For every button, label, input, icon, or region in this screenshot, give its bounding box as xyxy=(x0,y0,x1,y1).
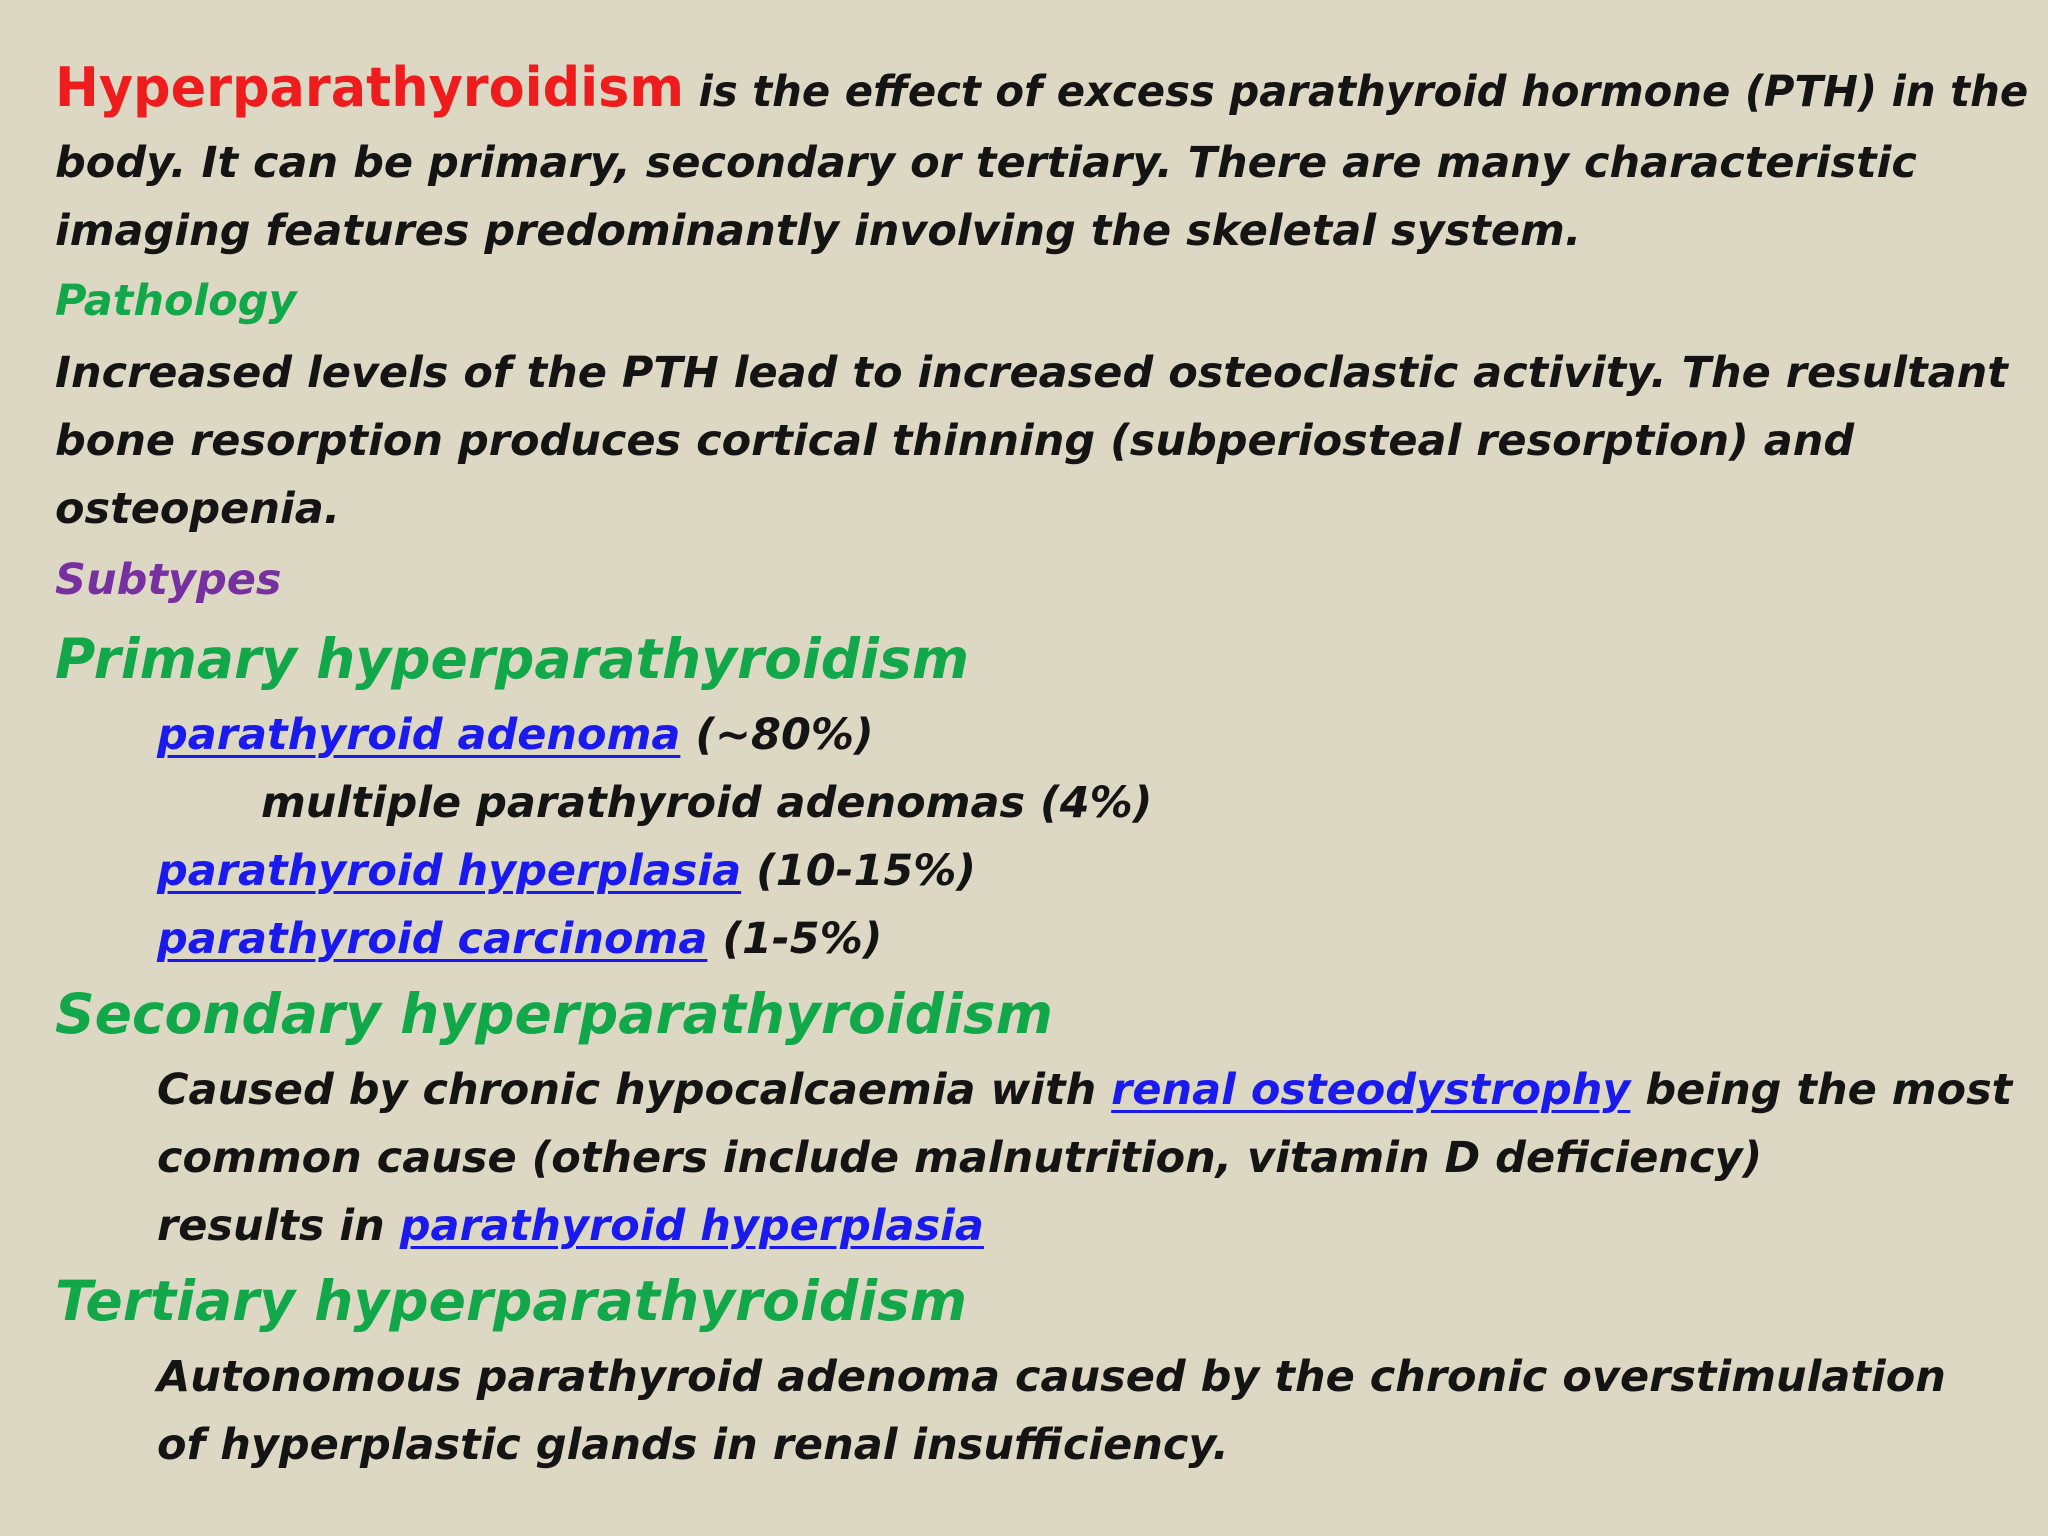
secondary-heading: Secondary hyperparathyroidism xyxy=(55,982,1053,1046)
secondary-line-1 xyxy=(157,1056,2012,1124)
secondary-line-2: common cause (others include malnutrition, vitamin D deficiency) xyxy=(157,1133,1763,1183)
secondary-line-3-pre: results in xyxy=(157,1201,385,1251)
intro-line-3: imaging features predominantly involving the skeletal system. xyxy=(55,206,1582,256)
secondary-line-1-post: being the most xyxy=(1645,1065,2013,1115)
primary-subitem-multiple-adenomas: multiple parathyroid adenomas (4%) xyxy=(261,778,1153,828)
primary-item-hyperplasia xyxy=(157,837,976,905)
tertiary-line-1: Autonomous parathyroid adenoma caused by the chronic overstimulation xyxy=(157,1352,1946,1402)
secondary-line-3 xyxy=(157,1192,984,1260)
tertiary-heading: Tertiary hyperparathyroidism xyxy=(55,1269,968,1333)
intro-term: Hyperparathyroidism xyxy=(55,56,684,119)
intro-line-2: body. It can be primary, secondary or tertiary. There are many characteristic xyxy=(55,138,1917,188)
link-renal-osteodystrophy[interactable]: renal osteodystrophy xyxy=(1111,1065,1631,1115)
secondary-line-1-pre: Caused by chronic hypocalcaemia with xyxy=(157,1065,1097,1115)
tertiary-line-2: of hyperplastic glands in renal insufficiency. xyxy=(157,1420,1229,1470)
link-parathyroid-adenoma[interactable]: parathyroid adenoma xyxy=(157,710,681,760)
primary-heading: Primary hyperparathyroidism xyxy=(55,627,969,691)
primary-item-adenoma xyxy=(157,701,874,769)
pathology-line-1: Increased levels of the PTH lead to increased osteoclastic activity. The resultant xyxy=(55,348,2008,398)
intro-line-1 xyxy=(55,54,2028,126)
link-parathyroid-carcinoma[interactable]: parathyroid carcinoma xyxy=(157,914,708,964)
subtypes-heading: Subtypes xyxy=(55,555,282,605)
primary-item-note: (~80%) xyxy=(695,710,874,760)
pathology-heading: Pathology xyxy=(55,276,297,326)
primary-item-carcinoma xyxy=(157,905,882,973)
primary-item-note: (10-15%) xyxy=(756,846,977,896)
intro-line-1-text: is the effect of excess parathyroid hormone (PTH) in the xyxy=(698,67,2029,117)
link-parathyroid-hyperplasia-secondary[interactable]: parathyroid hyperplasia xyxy=(399,1201,984,1251)
link-parathyroid-hyperplasia[interactable]: parathyroid hyperplasia xyxy=(157,846,742,896)
pathology-line-2: bone resorption produces cortical thinning (subperiosteal resorption) and xyxy=(55,416,1855,466)
primary-item-note: (1-5%) xyxy=(722,914,883,964)
pathology-line-3: osteopenia. xyxy=(55,484,341,534)
